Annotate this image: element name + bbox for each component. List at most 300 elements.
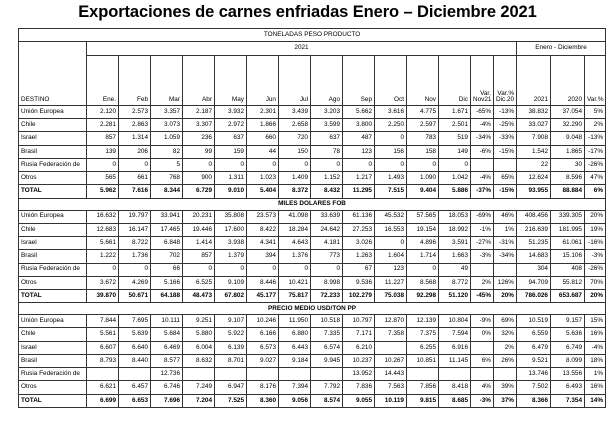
value-cell: 0 (407, 158, 439, 171)
value-cell: 61.061 (551, 237, 585, 250)
value-cell: 7.856 (407, 381, 439, 394)
value-cell: 6.004 (183, 341, 215, 354)
value-cell: 10.111 (151, 315, 183, 328)
table-row (19, 368, 606, 381)
value-cell (407, 368, 439, 381)
value-cell: 1.736 (119, 250, 151, 263)
value-cell: 6.573 (247, 341, 279, 354)
value-cell: 1.409 (279, 172, 311, 185)
value-cell: 149 (439, 145, 471, 158)
value-cell: 8.596 (551, 172, 585, 185)
value-cell: 0 (183, 263, 215, 276)
value-cell: 32% (494, 328, 517, 341)
value-cell: -34% (471, 132, 494, 145)
value-cell: 45.177 (247, 290, 279, 303)
value-cell: 0 (119, 263, 151, 276)
value-cell: 13.556 (551, 368, 585, 381)
value-cell: 1.090 (407, 172, 439, 185)
value-cell (87, 368, 119, 381)
value-cell: 10.119 (375, 394, 407, 407)
value-cell: 13.952 (343, 368, 375, 381)
value-cell: 7.515 (375, 185, 407, 198)
value-cell: 1.663 (439, 250, 471, 263)
destino-cell: Unión Europea (19, 315, 87, 328)
value-cell: 2.120 (87, 105, 119, 118)
value-cell (215, 368, 247, 381)
month-header: Mar (151, 55, 183, 105)
destino-cell: TOTAL (19, 290, 87, 303)
value-cell: 9.109 (215, 276, 247, 289)
value-cell: 2.863 (119, 119, 151, 132)
value-cell: -9% (471, 315, 494, 328)
value-cell: 773 (311, 250, 343, 263)
value-cell: 1.059 (151, 132, 183, 145)
value-cell: 1.414 (183, 237, 215, 250)
value-cell: 8.998 (311, 276, 343, 289)
value-cell: -15% (494, 185, 517, 198)
value-cell: 9.010 (215, 185, 247, 198)
destino-cell: Israel (19, 341, 87, 354)
month-header: May (215, 55, 247, 105)
value-cell: 3.307 (183, 119, 215, 132)
value-cell: 8.344 (151, 185, 183, 198)
value-cell: 7.525 (215, 394, 247, 407)
value-cell: 5 (151, 158, 183, 171)
value-cell: 519 (439, 132, 471, 145)
value-cell: 3.357 (151, 105, 183, 118)
value-cell: -1% (471, 223, 494, 236)
value-cell: 35.808 (215, 210, 247, 223)
value-cell: 9.184 (279, 354, 311, 367)
value-cell: 57.565 (407, 210, 439, 223)
value-cell: 12.870 (375, 315, 407, 328)
value-cell: 8.360 (247, 394, 279, 407)
value-cell: 0 (407, 263, 439, 276)
value-cell: 8.372 (279, 185, 311, 198)
destino-cell: Brasil (19, 250, 87, 263)
value-cell (279, 368, 311, 381)
value-cell: 10.267 (375, 354, 407, 367)
value-cell: 3.203 (311, 105, 343, 118)
destino-cell: TOTAL (19, 394, 87, 407)
value-cell (119, 368, 151, 381)
value-cell: 8.577 (151, 354, 183, 367)
value-cell: 10.851 (407, 354, 439, 367)
value-cell: -17% (585, 145, 606, 158)
value-cell: 0 (87, 158, 119, 171)
destino-cell: Otros (19, 172, 87, 185)
table-row (19, 315, 606, 328)
value-cell: -33% (494, 132, 517, 145)
value-cell: 6.255 (407, 341, 439, 354)
value-cell: 5% (585, 105, 606, 118)
value-cell: 7.792 (311, 381, 343, 394)
value-cell: 5.166 (151, 276, 183, 289)
value-cell: 236 (183, 132, 215, 145)
value-cell: 8.568 (407, 276, 439, 289)
value-cell: 4.896 (407, 237, 439, 250)
value-cell: 6.443 (279, 341, 311, 354)
value-cell: 9.945 (311, 354, 343, 367)
value-cell: 10.519 (517, 315, 551, 328)
month-header: Ago (311, 55, 343, 105)
value-cell: 11.145 (439, 354, 471, 367)
value-cell: -13% (494, 105, 517, 118)
destino-cell: Unión Europea (19, 210, 87, 223)
value-cell: 7.695 (119, 315, 151, 328)
value-cell: 7.394 (279, 381, 311, 394)
value-cell: 394 (247, 250, 279, 263)
value-cell: 6.493 (551, 381, 585, 394)
section-title: PRECIO MEDIO USD/TON PP (19, 303, 606, 315)
table-row (19, 158, 606, 171)
value-cell: 70% (585, 276, 606, 289)
total-row (19, 394, 606, 407)
value-cell: 16.553 (375, 223, 407, 236)
table-row (19, 263, 606, 276)
value-cell: 660 (247, 132, 279, 145)
value-cell (311, 368, 343, 381)
value-cell: 6% (471, 354, 494, 367)
value-cell: 9.027 (247, 354, 279, 367)
value-cell: 9.404 (407, 185, 439, 198)
value-cell: 15% (585, 315, 606, 328)
value-cell: 1.714 (407, 250, 439, 263)
value-cell: 7.354 (551, 394, 585, 407)
value-cell: 1.604 (375, 250, 407, 263)
value-cell: 9.815 (407, 394, 439, 407)
units-header: TONELADAS PESO PRODUCTO (19, 29, 606, 42)
value-cell: 2% (494, 341, 517, 354)
destino-cell: Rusia Federación de (19, 158, 87, 171)
value-cell: 7.375 (407, 328, 439, 341)
value-cell: 6.479 (517, 341, 551, 354)
month-header: Dic (439, 55, 471, 105)
value-cell: 158 (407, 145, 439, 158)
value-cell: 6.525 (183, 276, 215, 289)
exports-table (18, 28, 606, 408)
table-row (19, 119, 606, 132)
value-cell: 5.404 (247, 185, 279, 198)
value-cell: 41.098 (279, 210, 311, 223)
value-cell: 0% (471, 328, 494, 341)
section-header-row (19, 303, 606, 315)
value-cell: 2.281 (87, 119, 119, 132)
value-cell: 0 (215, 158, 247, 171)
value-cell: 408.456 (517, 210, 551, 223)
value-cell: 8.574 (311, 394, 343, 407)
value-cell: 19.446 (183, 223, 215, 236)
value-cell: 11.227 (375, 276, 407, 289)
table-row (19, 210, 606, 223)
value-cell (471, 158, 494, 171)
value-cell: 11.295 (343, 185, 375, 198)
value-cell: 181.995 (551, 223, 585, 236)
value-cell: 12.624 (517, 172, 551, 185)
value-cell: 30 (551, 158, 585, 171)
value-cell: 47% (585, 172, 606, 185)
value-cell: 6.880 (279, 328, 311, 341)
value-cell: 0 (343, 158, 375, 171)
value-cell: 12.139 (407, 315, 439, 328)
destino-cell: Brasil (19, 354, 87, 367)
value-cell: 82 (151, 145, 183, 158)
month-header: Feb (119, 55, 151, 105)
value-cell: 39.870 (87, 290, 119, 303)
value-cell: 3.672 (87, 276, 119, 289)
value-cell: 304 (517, 263, 551, 276)
value-cell: 20% (494, 290, 517, 303)
table-row (19, 250, 606, 263)
value-cell: 51.235 (517, 237, 551, 250)
value-cell: 12.736 (151, 368, 183, 381)
value-cell: 6.559 (517, 328, 551, 341)
value-cell: 9.157 (551, 315, 585, 328)
value-cell: 33.027 (517, 119, 551, 132)
value-cell: 14.443 (375, 368, 407, 381)
value-cell: 8.701 (215, 354, 247, 367)
section-header-row (19, 198, 606, 210)
value-cell: 65% (494, 172, 517, 185)
value-cell: 6.640 (119, 341, 151, 354)
value-cell: 0 (311, 263, 343, 276)
value-cell: 1% (585, 368, 606, 381)
value-cell: 2.501 (439, 119, 471, 132)
value-cell: 48.473 (183, 290, 215, 303)
value-cell: 3.616 (375, 105, 407, 118)
value-cell: -16% (585, 237, 606, 250)
value-cell: 1.042 (439, 172, 471, 185)
value-cell: 3.073 (151, 119, 183, 132)
value-cell: 0 (375, 237, 407, 250)
value-cell: 10.421 (279, 276, 311, 289)
value-cell: 7.594 (439, 328, 471, 341)
value-cell: 720 (279, 132, 311, 145)
value-cell: 6.621 (87, 381, 119, 394)
value-cell: 27.253 (343, 223, 375, 236)
value-cell: 2.573 (119, 105, 151, 118)
value-cell: 67.802 (215, 290, 247, 303)
value-cell: -65% (471, 105, 494, 118)
value-cell: 10.797 (343, 315, 375, 328)
value-cell: 5.636 (551, 328, 585, 341)
table-row (19, 328, 606, 341)
table-row (19, 132, 606, 145)
table-row (19, 223, 606, 236)
value-cell: 8.446 (247, 276, 279, 289)
value-cell: -26% (585, 158, 606, 171)
value-cell: 94.709 (517, 276, 551, 289)
value-cell: 150 (279, 145, 311, 158)
value-cell: 20.231 (183, 210, 215, 223)
value-cell: 9.521 (517, 354, 551, 367)
value-cell: 45.532 (375, 210, 407, 223)
value-cell: 8.440 (119, 354, 151, 367)
value-cell: 6.210 (343, 341, 375, 354)
value-cell: 78 (311, 145, 343, 158)
value-cell: 5.639 (119, 328, 151, 341)
value-cell: 6.469 (151, 341, 183, 354)
value-cell: 13.746 (517, 368, 551, 381)
value-cell: 8.432 (311, 185, 343, 198)
year-2021-header: 2021 (87, 42, 517, 55)
value-cell: 900 (183, 172, 215, 185)
value-cell: 5.922 (215, 328, 247, 341)
value-cell: -69% (471, 210, 494, 223)
value-cell: 20% (585, 290, 606, 303)
value-cell: 50.671 (119, 290, 151, 303)
value-cell: 6.729 (183, 185, 215, 198)
value-cell (375, 341, 407, 354)
value-cell: 9.536 (343, 276, 375, 289)
month-header: Nov (407, 55, 439, 105)
value-cell: 14% (585, 394, 606, 407)
value-cell: 1.542 (517, 145, 551, 158)
total-row (19, 290, 606, 303)
table-row (19, 105, 606, 118)
value-cell: 44 (247, 145, 279, 158)
value-cell: 88.884 (551, 185, 585, 198)
value-cell: 156 (375, 145, 407, 158)
value-cell: 102.279 (343, 290, 375, 303)
value-cell: -34% (494, 250, 517, 263)
period-range-header: Enero - Diciembre (517, 42, 606, 55)
value-cell: 7.616 (119, 185, 151, 198)
value-cell: 3.800 (343, 119, 375, 132)
value-cell: 2.597 (407, 119, 439, 132)
value-cell: -31% (494, 237, 517, 250)
table-row (19, 172, 606, 185)
destino-header: DESTINO (19, 42, 87, 106)
value-cell: -37% (471, 185, 494, 198)
table-row (19, 237, 606, 250)
value-cell: 123 (343, 145, 375, 158)
value-cell: 0 (279, 263, 311, 276)
value-cell: 69% (494, 315, 517, 328)
value-cell: 1.376 (279, 250, 311, 263)
value-cell: 8.772 (439, 276, 471, 289)
value-cell: 17.465 (151, 223, 183, 236)
destino-cell: Unión Europea (19, 105, 87, 118)
value-cell: 6.848 (151, 237, 183, 250)
value-cell: 5.962 (87, 185, 119, 198)
destino-cell: Otros (19, 381, 87, 394)
value-cell: 637 (311, 132, 343, 145)
value-cell: 20% (585, 210, 606, 223)
table-row (19, 341, 606, 354)
value-cell (494, 263, 517, 276)
value-cell: 8.722 (119, 237, 151, 250)
value-cell: 5.886 (439, 185, 471, 198)
value-cell: 18.284 (279, 223, 311, 236)
value-cell: 339.305 (551, 210, 585, 223)
value-cell: 19% (585, 223, 606, 236)
table-row (19, 354, 606, 367)
value-cell: -15% (494, 145, 517, 158)
value-cell: 2.972 (215, 119, 247, 132)
value-cell: 4.341 (247, 237, 279, 250)
month-header: Sep (343, 55, 375, 105)
value-cell: 55.812 (551, 276, 585, 289)
annual-var-header: Var.% (585, 55, 606, 105)
value-cell: -4% (471, 172, 494, 185)
value-cell: 3.599 (311, 119, 343, 132)
value-cell: 783 (407, 132, 439, 145)
value-cell: 857 (87, 132, 119, 145)
value-cell: 1% (494, 223, 517, 236)
value-cell: 8.366 (517, 394, 551, 407)
value-cell: 14.683 (517, 250, 551, 263)
value-cell: 786.026 (517, 290, 551, 303)
value-cell: 0 (215, 263, 247, 276)
value-cell: -3% (471, 394, 494, 407)
value-cell: 1.222 (87, 250, 119, 263)
total-2021-header: 2021 (517, 55, 551, 105)
month-header: Ene. (87, 55, 119, 105)
value-cell: -45% (471, 290, 494, 303)
value-cell: 0 (119, 158, 151, 171)
value-cell (247, 368, 279, 381)
value-cell: -27% (471, 237, 494, 250)
value-cell: 51.120 (439, 290, 471, 303)
value-cell: 2% (585, 119, 606, 132)
value-cell: 72.233 (311, 290, 343, 303)
value-cell: 2% (471, 276, 494, 289)
value-cell: 1.865 (551, 145, 585, 158)
value-cell: 0 (311, 158, 343, 171)
destino-cell: Rusia Federación de (19, 368, 87, 381)
value-cell: 37.054 (551, 105, 585, 118)
value-cell: 9.107 (215, 315, 247, 328)
value-cell: 6.699 (87, 394, 119, 407)
destino-cell: Chile (19, 328, 87, 341)
value-cell: 24.642 (311, 223, 343, 236)
value-cell: 46% (494, 210, 517, 223)
destino-cell: Chile (19, 119, 87, 132)
var-dic-header-line: Var.% (497, 90, 514, 98)
value-cell: 6.746 (151, 381, 183, 394)
value-cell: 9.056 (279, 394, 311, 407)
month-header: Jun (247, 55, 279, 105)
total-2020-header: 2020 (551, 55, 585, 105)
value-cell: 126% (494, 276, 517, 289)
value-cell: 206 (119, 145, 151, 158)
value-cell: 1.866 (247, 119, 279, 132)
value-cell: 7.696 (151, 394, 183, 407)
value-cell: 0 (87, 263, 119, 276)
value-cell: 39% (494, 381, 517, 394)
value-cell: 18% (585, 354, 606, 367)
value-cell: 2.187 (183, 105, 215, 118)
value-cell: 139 (87, 145, 119, 158)
value-cell: 38.832 (517, 105, 551, 118)
var-dic-header (494, 55, 517, 105)
value-cell: 8.422 (247, 223, 279, 236)
value-cell: 7.908 (517, 132, 551, 145)
destino-cell: Rusia Federación de (19, 263, 87, 276)
value-cell: 16.632 (87, 210, 119, 223)
value-cell: 4% (471, 381, 494, 394)
value-cell: -25% (494, 119, 517, 132)
value-cell: 8.685 (439, 394, 471, 407)
value-cell: 7.502 (517, 381, 551, 394)
value-cell: 7.204 (183, 394, 215, 407)
var-dic-header-line: Dic.20 (496, 96, 515, 104)
value-cell: 64.188 (151, 290, 183, 303)
document-title: Exportaciones de carnes enfriadas Enero – Diciembre 2021 (78, 3, 537, 21)
month-header: Jul (279, 55, 311, 105)
table-row (19, 276, 606, 289)
